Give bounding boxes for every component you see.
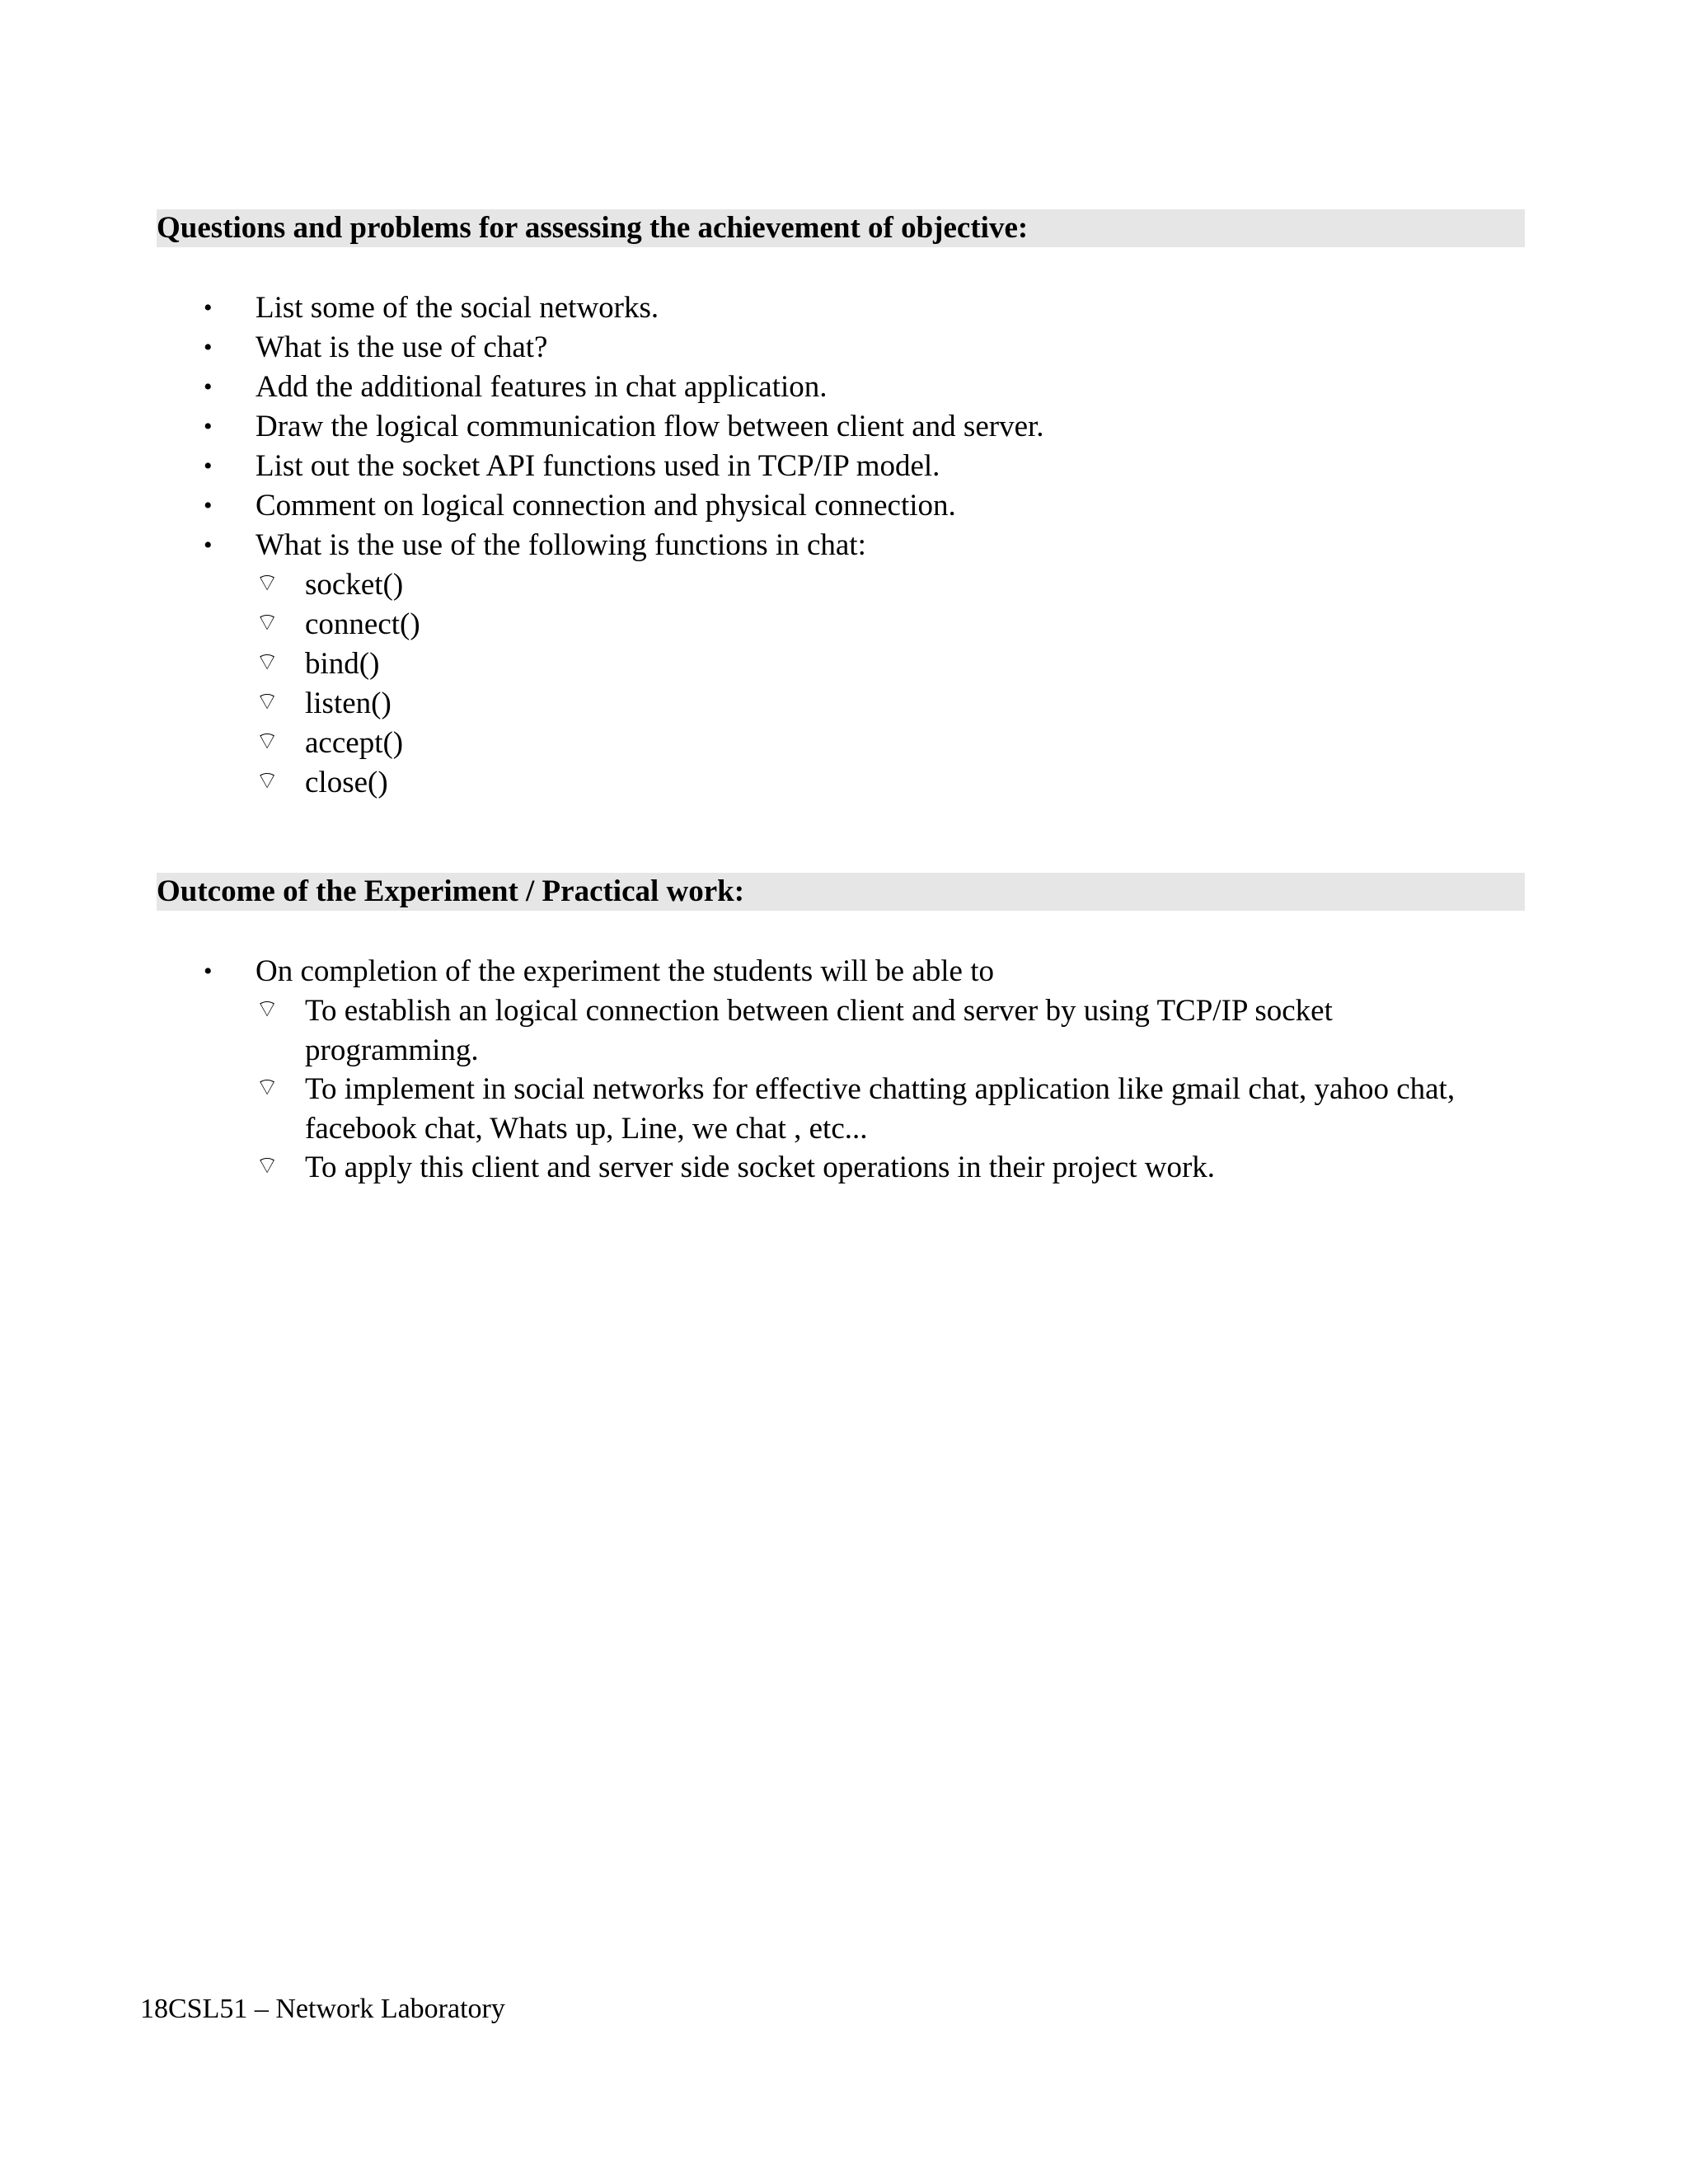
sub-bullet-icon: ⌔ — [256, 688, 279, 715]
list-item — [0, 407, 1688, 447]
bullet-icon: • — [204, 958, 213, 985]
list-item — [0, 684, 1688, 724]
bullet-icon: • — [204, 492, 213, 519]
list-item — [0, 1148, 1688, 1188]
list-item — [0, 724, 1688, 763]
outcome-intro: On completion of the experiment the students will be able to — [256, 954, 995, 988]
outcome-heading-text: Outcome of the Experiment / Practical work: — [157, 874, 745, 908]
bullet-icon: • — [204, 334, 213, 361]
bullet-icon: • — [204, 452, 213, 480]
sub-bullet-icon: ⌔ — [256, 996, 279, 1023]
list-item — [0, 763, 1688, 803]
list-item — [0, 644, 1688, 684]
questions-heading-text: Questions and problems for assessing the achievement of objective: — [157, 211, 1029, 245]
outcome-list — [0, 952, 1688, 1188]
question-text: What is the use of chat? — [256, 330, 548, 364]
sub-bullet-icon: ⌔ — [256, 767, 279, 794]
list-item — [0, 991, 1688, 1070]
question-text: Draw the logical communication flow between client and server. — [256, 410, 1044, 443]
function-name: connect() — [305, 607, 420, 641]
outcome-point: To apply this client and server side socket operations in their project work. — [305, 1151, 1216, 1184]
questions-heading — [157, 209, 1525, 247]
questions-list — [0, 288, 1688, 803]
list-item — [0, 328, 1688, 368]
bullet-icon: • — [204, 294, 213, 321]
list-item — [0, 565, 1688, 605]
bullet-icon: • — [204, 373, 213, 401]
list-item — [0, 526, 1688, 565]
outcome-heading — [157, 873, 1525, 911]
question-text: List out the socket API functions used in TCP/IP model. — [256, 449, 940, 483]
question-text: Comment on logical connection and physical connection. — [256, 489, 956, 523]
function-name: bind() — [305, 647, 380, 681]
page-footer: 18CSL51 – Network Laboratory — [140, 1994, 505, 2024]
outcome-point: To implement in social networks for effective chatting application like gmail chat, yahoo chat, facebook chat, Whats up, Line, we chat , etc... — [305, 1072, 1456, 1146]
list-item — [0, 368, 1688, 407]
sub-bullet-icon: ⌔ — [256, 1152, 279, 1179]
list-item — [0, 605, 1688, 644]
bullet-icon: • — [204, 532, 213, 559]
function-name: listen() — [305, 687, 392, 720]
list-item — [0, 447, 1688, 486]
sub-bullet-icon: ⌔ — [256, 569, 279, 597]
outcome-point: To establish an logical connection between client and server by using TCP/IP socket programming. — [305, 994, 1333, 1067]
question-text: List some of the social networks. — [256, 291, 659, 325]
list-item — [0, 486, 1688, 526]
function-name: socket() — [305, 568, 404, 602]
list-item — [0, 288, 1688, 328]
sub-bullet-icon: ⌔ — [256, 728, 279, 755]
bullet-icon: • — [204, 413, 213, 440]
sub-bullet-icon: ⌔ — [256, 609, 279, 636]
list-item — [0, 952, 1688, 991]
function-name: close() — [305, 766, 388, 799]
question-text: What is the use of the following functions in chat: — [256, 528, 866, 562]
function-name: accept() — [305, 726, 404, 760]
list-item — [0, 1070, 1688, 1148]
sub-bullet-icon: ⌔ — [256, 649, 279, 676]
sub-bullet-icon: ⌔ — [256, 1074, 279, 1101]
question-text: Add the additional features in chat application. — [256, 370, 828, 404]
